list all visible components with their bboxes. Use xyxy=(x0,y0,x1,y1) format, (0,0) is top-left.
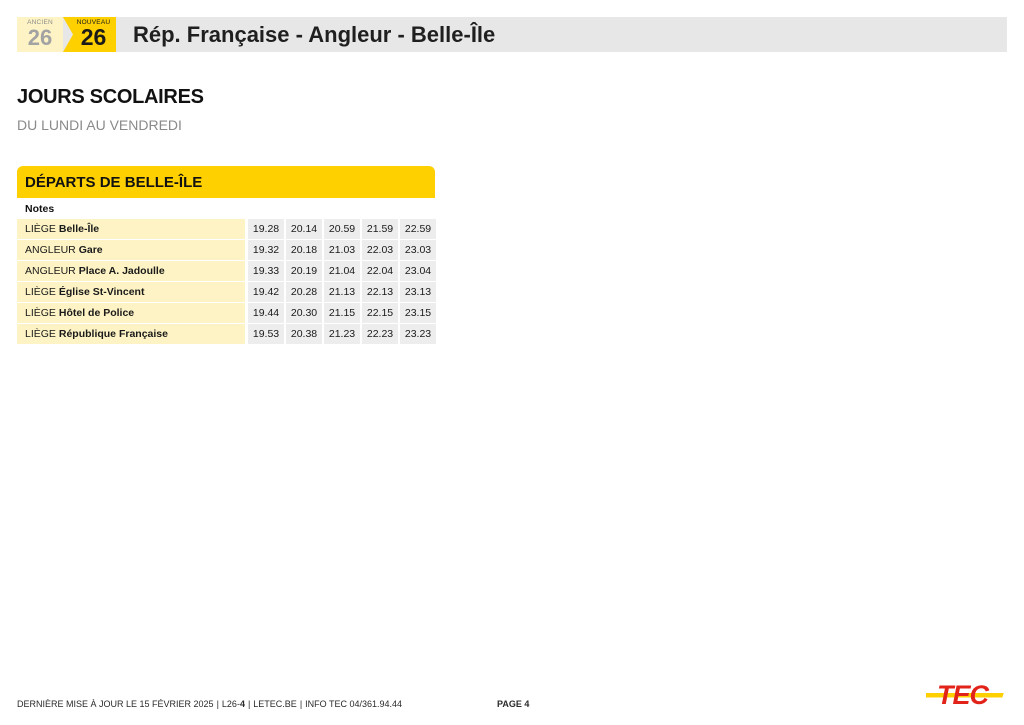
time-cell: 19.28 xyxy=(248,219,284,239)
table-row xyxy=(17,260,437,281)
time-cell: 21.03 xyxy=(324,240,360,260)
route-title: Rép. Française - Angleur - Belle-Île xyxy=(133,22,496,47)
time-cell: 22.04 xyxy=(362,261,398,281)
time-cell: 22.13 xyxy=(362,282,398,302)
notes-label: Notes xyxy=(25,203,55,215)
section-subtitle: DU LUNDI AU VENDREDI xyxy=(17,117,182,133)
stop-cell xyxy=(17,219,245,239)
page-number: PAGE 4 xyxy=(497,699,530,709)
info-phone: INFO TEC 04/361.94.44 xyxy=(305,699,403,709)
website-link[interactable]: LETEC.BE xyxy=(253,699,297,709)
time-cell: 20.28 xyxy=(286,282,322,302)
tec-logo-icon xyxy=(926,680,1008,710)
time-cell: 21.23 xyxy=(324,324,360,344)
stop-cell xyxy=(17,324,245,344)
table-row xyxy=(17,281,437,302)
line-code-number: 4 xyxy=(239,699,245,709)
table-row xyxy=(17,218,437,239)
time-cell: 20.30 xyxy=(286,303,322,323)
stop-cell xyxy=(17,261,245,281)
stop-cell xyxy=(17,240,245,260)
stop-name: Église St-Vincent xyxy=(58,286,145,298)
table-row xyxy=(17,239,437,260)
time-cell: 21.04 xyxy=(324,261,360,281)
time-cell: 23.03 xyxy=(400,240,436,260)
time-cell: 23.13 xyxy=(400,282,436,302)
stop-city: LIÈGE xyxy=(25,328,56,340)
timetable-heading: DÉPARTS DE BELLE-ÎLE xyxy=(25,174,203,191)
time-cell: 22.15 xyxy=(362,303,398,323)
stop-city: ANGLEUR xyxy=(25,265,76,277)
old-line-number: 26 xyxy=(27,25,53,50)
time-cell: 19.44 xyxy=(248,303,284,323)
time-cell: 19.42 xyxy=(248,282,284,302)
stop-city: LIÈGE xyxy=(25,286,56,298)
stop-name: Hôtel de Police xyxy=(58,307,135,319)
stop-city: LIÈGE xyxy=(25,307,56,319)
time-cell: 20.19 xyxy=(286,261,322,281)
time-cell: 23.15 xyxy=(400,303,436,323)
stop-city: LIÈGE xyxy=(25,223,56,235)
new-line-badge xyxy=(63,17,116,52)
time-cell: 20.59 xyxy=(324,219,360,239)
last-update-text: DERNIÈRE MISE À JOUR LE 15 FÉVRIER 2025 xyxy=(17,699,214,709)
stop-cell xyxy=(17,303,245,323)
logo-text: TEC xyxy=(937,680,988,710)
time-cell: 23.23 xyxy=(400,324,436,344)
time-cell: 21.13 xyxy=(324,282,360,302)
time-cell: 20.14 xyxy=(286,219,322,239)
table-row xyxy=(17,323,437,344)
timetable-rows xyxy=(17,218,437,344)
line-code-prefix: L26- xyxy=(221,699,240,709)
section-title: JOURS SCOLAIRES xyxy=(17,86,204,108)
line-code xyxy=(222,699,245,709)
new-line-number: 26 xyxy=(80,24,107,50)
timetable-header xyxy=(17,166,435,198)
time-cell: 19.32 xyxy=(248,240,284,260)
old-line-badge xyxy=(17,17,63,52)
new-line-label: NOUVEAU xyxy=(76,19,111,26)
time-cell: 19.33 xyxy=(248,261,284,281)
time-cell: 23.04 xyxy=(400,261,436,281)
stop-name: Place A. Jadoulle xyxy=(78,265,165,277)
table-row xyxy=(17,302,437,323)
old-line-label: ANCIEN xyxy=(27,19,53,26)
time-cell: 22.23 xyxy=(362,324,398,344)
time-cell: 22.03 xyxy=(362,240,398,260)
stop-name: République Française xyxy=(58,328,168,340)
footer: DERNIÈRE MISE À JOUR LE 15 FÉVRIER 2025 | L26-4 | LETEC.BE | INFO TEC 04/361.94.44 xyxy=(17,699,403,709)
time-cell: 21.15 xyxy=(324,303,360,323)
time-cell: 20.38 xyxy=(286,324,322,344)
stop-name: Gare xyxy=(78,244,103,256)
stop-name: Belle-Île xyxy=(58,223,100,235)
stop-city: ANGLEUR xyxy=(25,244,76,256)
time-cell: 22.59 xyxy=(400,219,436,239)
time-cell: 20.18 xyxy=(286,240,322,260)
time-cell: 21.59 xyxy=(362,219,398,239)
route-header xyxy=(17,17,1007,52)
stop-cell xyxy=(17,282,245,302)
time-cell: 19.53 xyxy=(248,324,284,344)
